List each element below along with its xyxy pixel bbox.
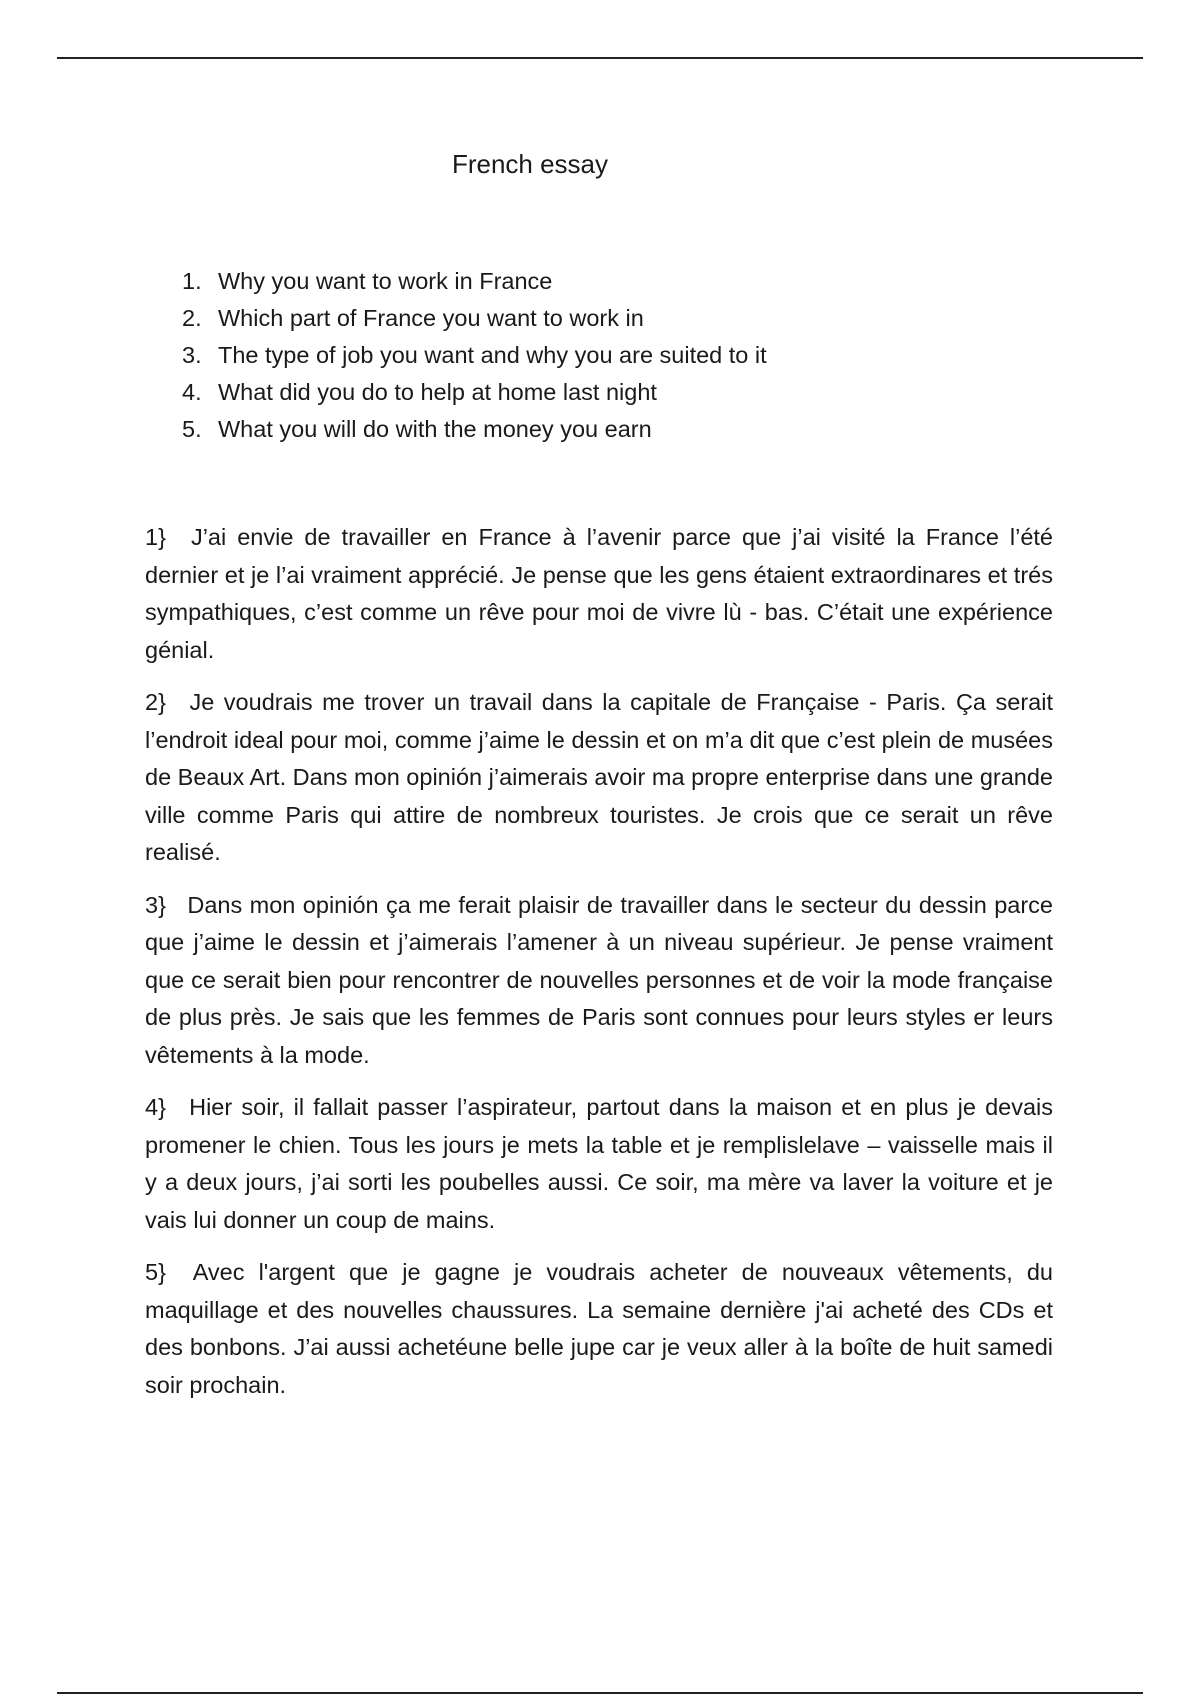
question-number: 4.	[182, 379, 202, 405]
footer-rule	[57, 1692, 1143, 1694]
answer-section	[145, 519, 1053, 1419]
answer-text: J’ai envie de travailler en France à l’avenir parce que j’ai visité la France l’été dernier et je l’ai vraiment apprécié. Je pense que les gens étaient extraordinares et trés sympathiques, c’est comme un rêve pour moi de vivre lù - bas. C’était une expérience génial.	[145, 524, 1054, 663]
header-rule	[57, 57, 1143, 59]
question-item	[182, 337, 767, 374]
question-list	[182, 263, 767, 448]
question-item	[182, 300, 767, 337]
question-text: The type of job you want and why you are suited to it	[218, 342, 767, 368]
answer-number: 1}	[145, 524, 166, 550]
answer-text: Je voudrais me trover un travail dans la capitale de Française - Paris. Ça serait l’endroit ideal pour moi, comme j’aime le dessin et on m’a dit que c’est plein de musées de Beaux Art. Dans mon opinión j’aimerais avoir ma propre enterprise dans une grande ville comme Paris qui attire de nombreux touristes. Je crois que ce serait un rêve realisé.	[145, 689, 1053, 865]
answer-paragraph	[145, 519, 1053, 669]
answer-text: Hier soir, il fallait passer l’aspirateur, partout dans la maison et en plus je devais promener le chien. Tous les jours je mets la table et je remplislelave – vaisselle mais il y a deux jours, j’ai sorti les poubelles aussi. Ce soir, ma mère va laver la voiture et je vais lui donner un coup de mains.	[145, 1094, 1054, 1233]
answer-number: 4}	[145, 1094, 166, 1120]
question-text: What did you do to help at home last night	[218, 379, 657, 405]
question-text: Which part of France you want to work in	[218, 305, 644, 331]
question-text: What you will do with the money you earn	[218, 416, 652, 442]
question-number: 3.	[182, 342, 202, 368]
question-item	[182, 411, 767, 448]
question-item	[182, 263, 767, 300]
answer-paragraph	[145, 684, 1053, 872]
answer-text: Dans mon opinión ça me ferait plaisir de travailler dans le secteur du dessin parce que j’aime le dessin et j’aimerais l’amener à un niveau supérieur. Je pense vraiment que ce serait bien pour rencontrer de nouvelles personnes et de voir la mode française de plus près. Je sais que les femmes de Paris sont connues pour leurs styles er leurs vêtements à la mode.	[145, 891, 1053, 1068]
question-number: 5.	[182, 416, 202, 442]
answer-paragraph	[145, 1089, 1053, 1239]
question-number: 2.	[182, 305, 202, 331]
answer-number: 3}	[145, 891, 166, 918]
question-item	[182, 374, 767, 411]
answer-paragraph	[145, 887, 1053, 1075]
question-text: Why you want to work in France	[218, 268, 553, 294]
answer-text: Avec l'argent que je gagne je voudrais acheter de nouveaux vêtements, du maquillage et des nouvelles chaussures. La semaine dernière j'ai acheté des CDs et des bonbons. J’ai aussi achetéune belle jupe car je veux aller à la boîte de huit samedi soir prochain.	[145, 1259, 1053, 1398]
question-number: 1.	[182, 268, 202, 294]
answer-number: 5}	[145, 1259, 166, 1285]
answer-paragraph	[145, 1254, 1053, 1404]
answer-number: 2}	[145, 689, 166, 715]
document-title: French essay	[451, 149, 609, 179]
